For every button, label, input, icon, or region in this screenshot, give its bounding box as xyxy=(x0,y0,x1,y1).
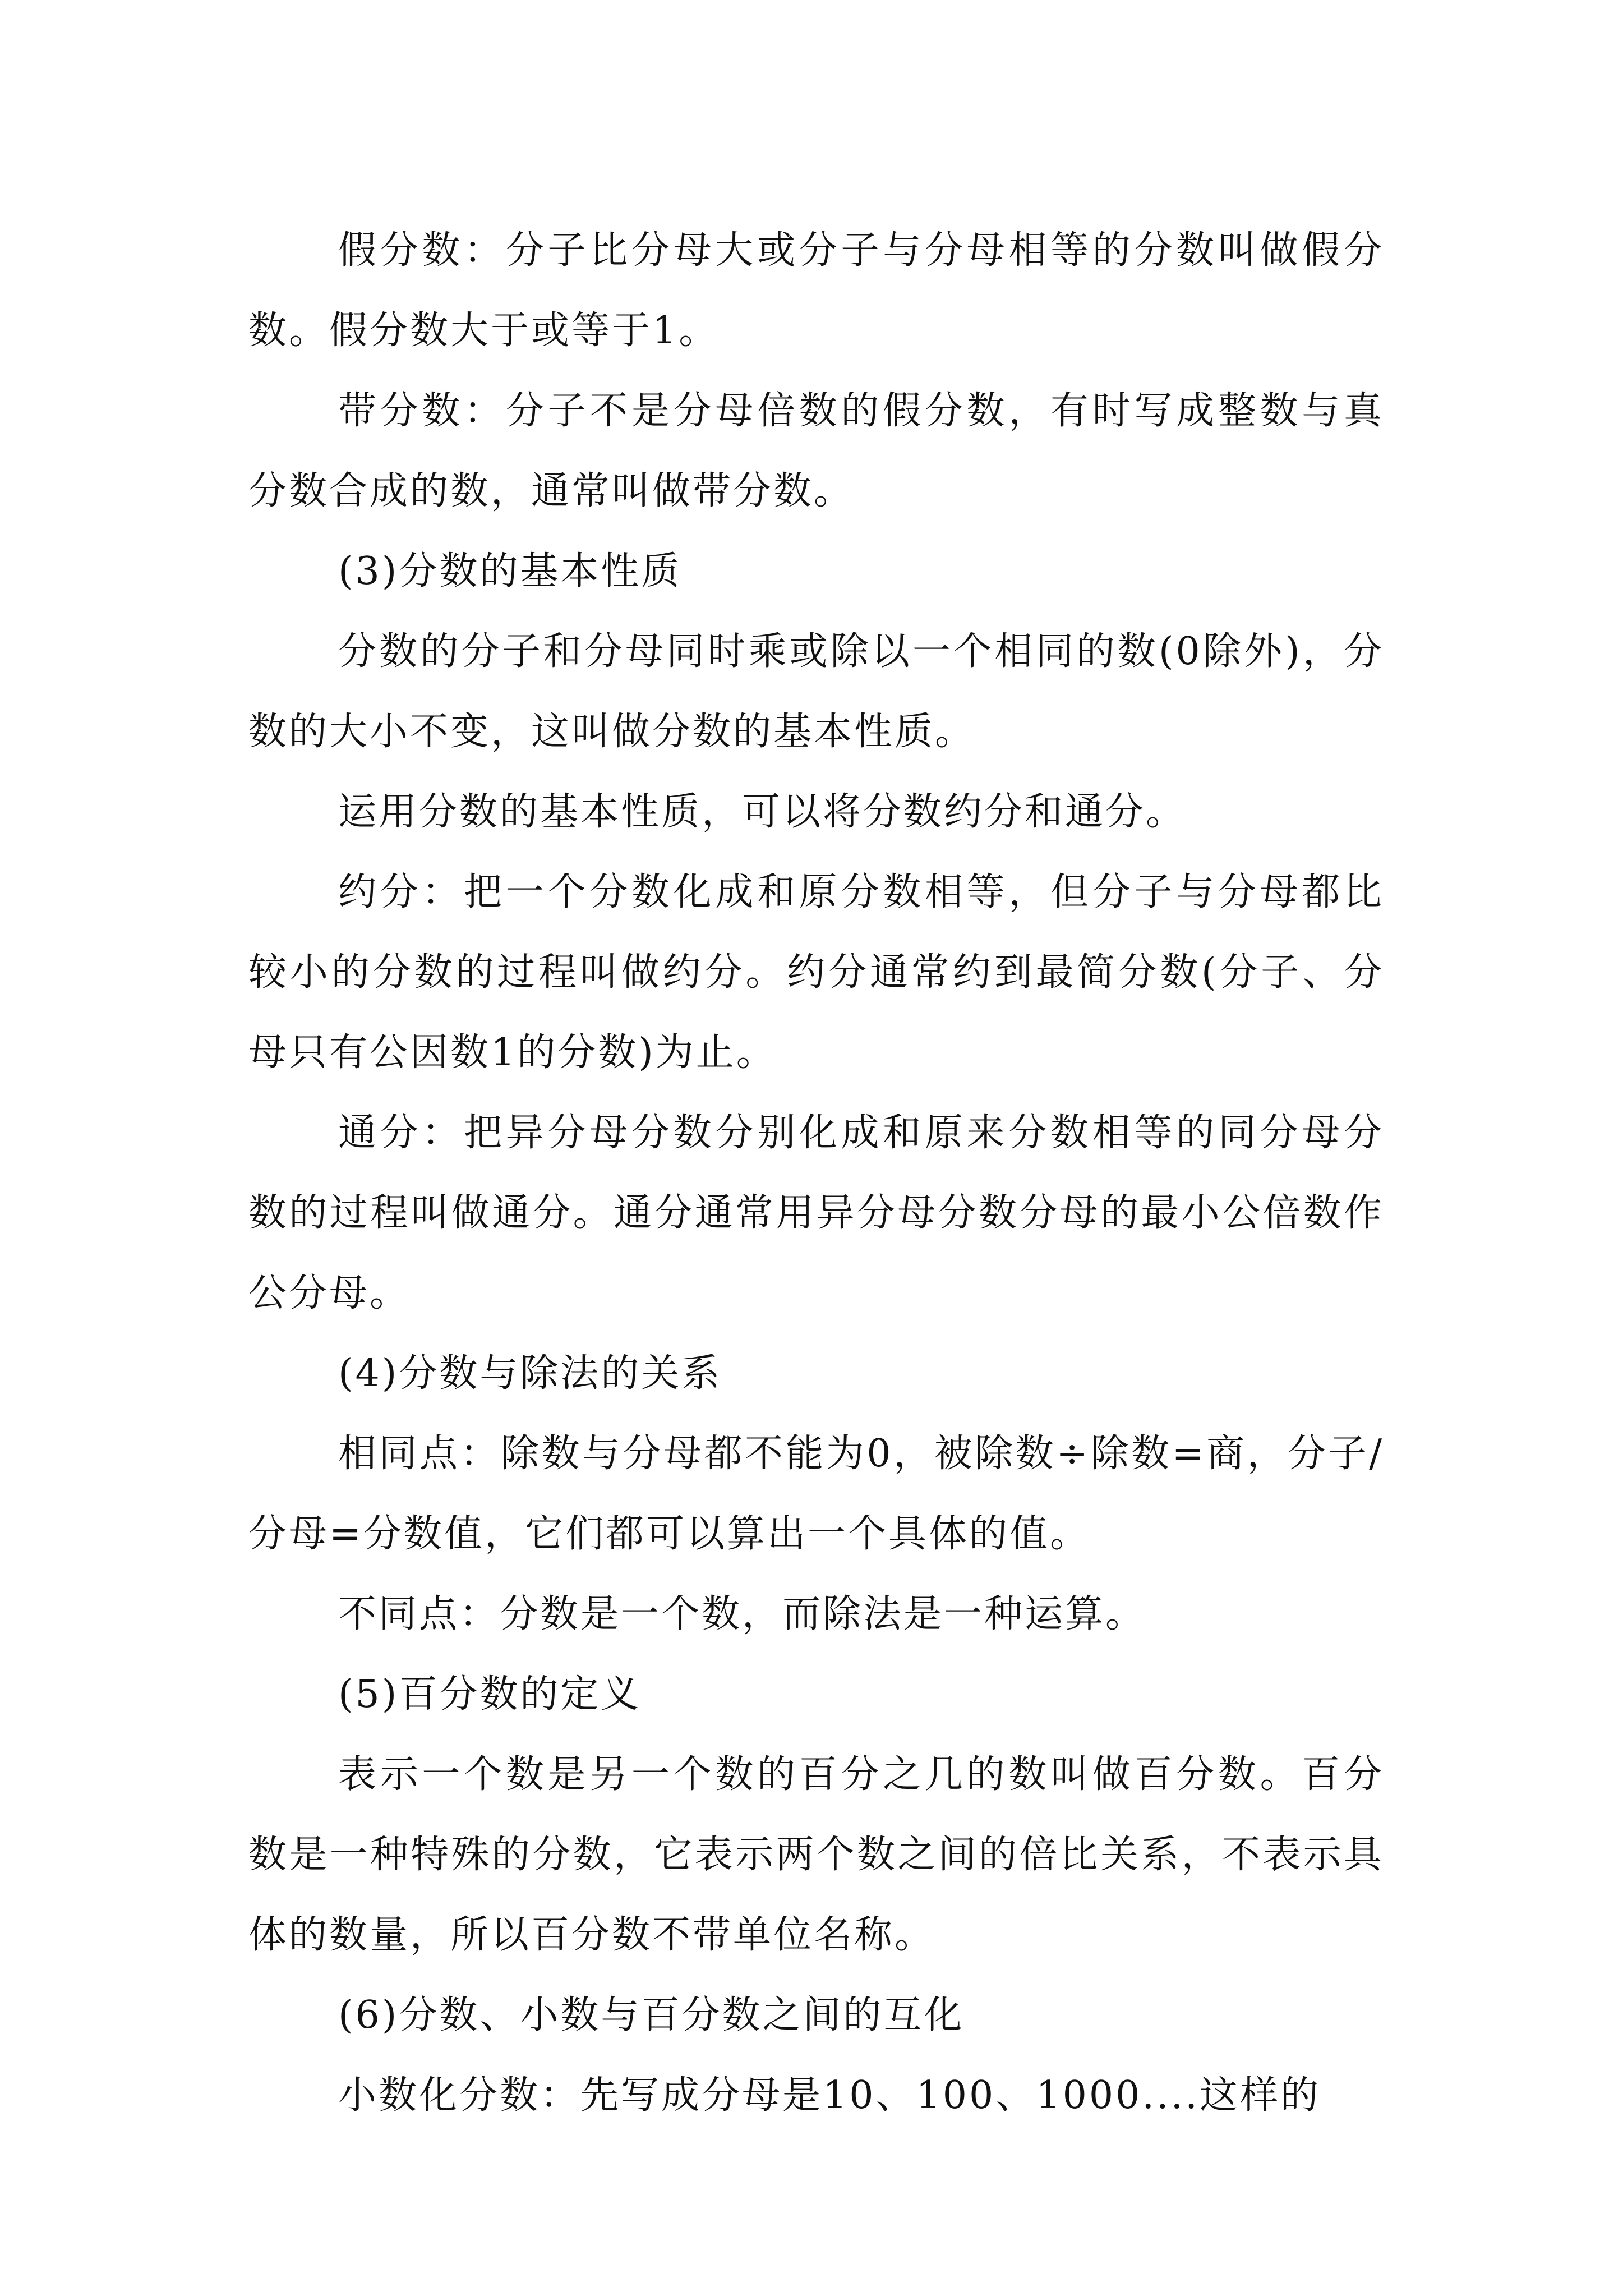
paragraph-reduction: 约分：把一个分数化成和原分数相等，但分子与分母都比较小的分数的过程叫做约分。约分通常约到最简分数(分子、分母只有公因数1的分数)为止。 xyxy=(248,870,1385,1075)
section-heading-basic-property: (3)分数的基本性质 xyxy=(338,549,682,593)
section-heading-fraction-division: (4)分数与除法的关系 xyxy=(338,1351,722,1396)
paragraph-use-basic-property: 运用分数的基本性质，可以将分数约分和通分。 xyxy=(338,790,1187,834)
paragraph-common-denominator: 通分：把异分母分数分别化成和原来分数相等的同分母分数的过程叫做通分。通分通常用异分母分数分母的最小公倍数作公分母。 xyxy=(248,1111,1384,1315)
paragraph-differences: 不同点：分数是一个数，而除法是一种运算。 xyxy=(338,1592,1146,1636)
paragraph-improper-fraction: 假分数：分子比分母大或分子与分母相等的分数叫做假分数。假分数大于或等于1。 xyxy=(248,228,1384,353)
paragraph-decimal-to-fraction: 小数化分数：先写成分母是10、100、1000....这样的 xyxy=(338,2073,1321,2118)
document-body xyxy=(248,210,1384,2136)
paragraph-percentage-definition: 表示一个数是另一个数的百分之几的数叫做百分数。百分数是一种特殊的分数，它表示两个数之间的倍比关系，不表示具体的数量，所以百分数不带单位名称。 xyxy=(248,1752,1384,1957)
section-heading-percentage-definition: (5)百分数的定义 xyxy=(338,1672,642,1717)
paragraph-basic-property: 分数的分子和分母同时乘或除以一个相同的数(0除外)，分数的大小不变，这叫做分数的基本性质。 xyxy=(248,629,1384,754)
paragraph-similarities: 相同点：除数与分母都不能为0，被除数÷除数=商，分子/分母=分数值，它们都可以算出一个具体的值。 xyxy=(248,1432,1384,1556)
paragraph-mixed-number: 带分数：分子不是分母倍数的假分数，有时写成整数与真分数合成的数，通常叫做带分数。 xyxy=(248,389,1384,513)
section-heading-conversion: (6)分数、小数与百分数之间的互化 xyxy=(338,1993,965,2037)
